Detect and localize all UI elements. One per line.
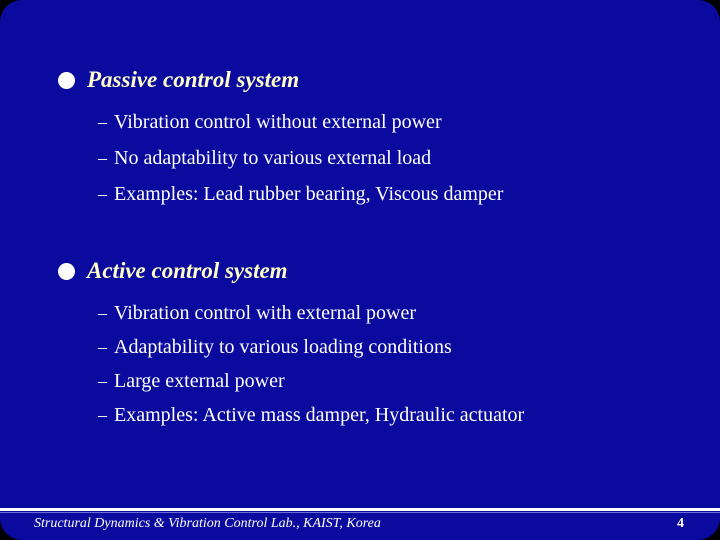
footer-divider <box>0 508 720 511</box>
list-item <box>98 398 524 432</box>
list-item <box>98 105 503 139</box>
item-text: Vibration control without external power <box>114 110 442 133</box>
item-list <box>98 105 503 211</box>
item-text: Large external power <box>114 369 285 392</box>
dash-icon: – <box>98 147 107 168</box>
list-item <box>98 364 524 398</box>
item-text: No adaptability to various external load <box>114 146 432 169</box>
section-passive <box>58 64 503 211</box>
heading-text: Active control system <box>87 258 288 283</box>
dash-icon: – <box>98 302 107 323</box>
list-item <box>98 139 503 177</box>
footer-credit: Structural Dynamics & Vibration Control Lab., KAIST, Korea <box>34 516 381 531</box>
footer-divider-shadow <box>0 512 720 513</box>
dash-icon: – <box>98 404 107 425</box>
bullet-dot-icon <box>58 72 75 89</box>
dash-icon: – <box>98 336 107 357</box>
item-list <box>98 296 524 432</box>
page-number: 4 <box>677 516 684 531</box>
item-text: Adaptability to various loading conditions <box>114 335 452 358</box>
dash-icon: – <box>98 111 107 132</box>
list-item <box>98 296 524 330</box>
section-heading <box>58 64 503 96</box>
list-item <box>98 330 524 364</box>
dash-icon: – <box>98 183 107 204</box>
heading-text: Passive control system <box>87 67 300 92</box>
bullet-dot-icon <box>58 263 75 280</box>
dash-icon: – <box>98 370 107 391</box>
item-text: Vibration control with external power <box>114 301 417 324</box>
item-text: Examples: Active mass damper, Hydraulic actuator <box>114 403 525 426</box>
item-text: Examples: Lead rubber bearing, Viscous damper <box>114 182 504 205</box>
section-active <box>58 255 524 432</box>
list-item <box>98 177 503 211</box>
section-heading <box>58 255 524 287</box>
